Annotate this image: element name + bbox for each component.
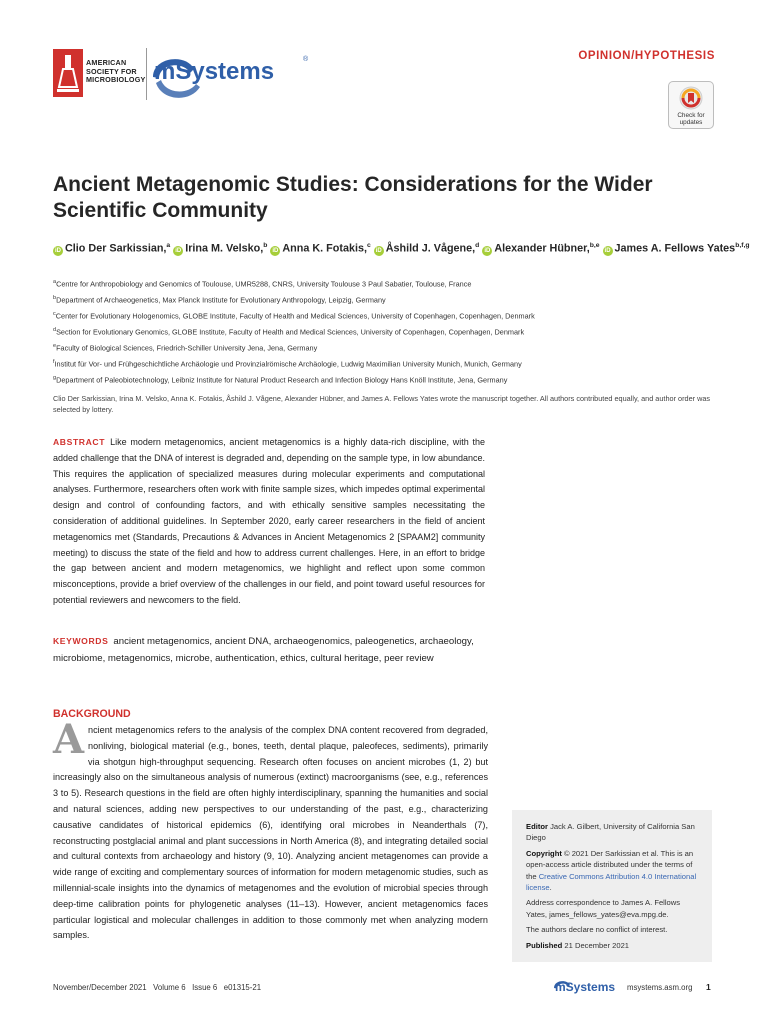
affiliation-item: $^c$Center for Evolutionary Hologenomics, GLOBE Institute, Faculty of Health and Medical Sciences, University of Copenhagen, Copenhagen, Denmark [53, 311, 535, 321]
abstract-label: ABSTRACT [53, 437, 106, 447]
article-title: Ancient Metagenomic Studies: Considerations for the Wider Scientific Community [53, 173, 653, 222]
author-list [53, 242, 750, 256]
orcid-icon[interactable]: iD [604, 247, 611, 254]
journal-logo-text: mSystems [154, 58, 275, 85]
author-contribution-note: Clio Der Sarkissian, Irina M. Velsko, Anna K. Fotakis, Åshild J. Vågene, Alexander Hübner, and James A. Fellows Yates wrote the manuscript together. All authors contributed equally, and author order was selected by lottery. [53, 394, 711, 414]
affiliation-list [53, 276, 723, 388]
footer-issue-info: November/December 2021 Volume 6 Issue 6 e01315-21 [53, 983, 262, 992]
check-for-updates-button[interactable] [668, 81, 714, 129]
license-link[interactable]: Creative Commons Attribution 4.0 International license [526, 871, 697, 893]
conflict-statement: The authors declare no conflict of interest. [526, 925, 668, 935]
author[interactable]: iD James A. Fellows Yates$^{b,f,g}$ [604, 242, 750, 255]
footer-site-link[interactable]: msystems.asm.org [627, 983, 693, 992]
affiliation-item: $^f$Institut für Vor- und Frühgeschichtliche Archäologie und Provinzialrömische Archäologie, Ludwig Maximilian University Munich, Munich, Germany [53, 359, 522, 369]
orcid-icon[interactable]: iD [175, 247, 182, 254]
section-heading-background: BACKGROUND [53, 708, 131, 720]
affiliation-item: $^e$Faculty of Biological Sciences, Friedrich-Schiller University Jena, Jena, Germany [53, 343, 318, 353]
author[interactable]: iD Anna K. Fotakis,$^c$ [272, 242, 371, 255]
page-number: 1 [706, 982, 711, 992]
keywords-label: KEYWORDS [53, 636, 109, 646]
asm-logo-icon [53, 49, 83, 97]
bookmark-icon [679, 86, 703, 110]
orcid-icon[interactable]: iD [55, 247, 61, 254]
orcid-icon[interactable]: iD [375, 247, 382, 254]
author[interactable]: iD Irina M. Velsko,$^b$ [175, 242, 268, 255]
affiliation-item: $^b$Department of Archaeogenetics, Max Planck Institute for Evolutionary Anthropology, Leipzig, Germany [53, 295, 386, 305]
orcid-icon[interactable]: iD [484, 247, 491, 254]
background-text: ncient metagenomics refers to the analysis of the complex DNA content recovered from degraded, nonliving, biological material (e.g., bones, teeth, dental plaque, paleofeces, sediments), primarily via shotgun high-throughput sequencing. Research often focuses on ancient microbes (1, 2) but increasingly also on the simultaneous analysis of numerous (extinct) macroorganisms (see, e.g., references 3 to 5). Research questions in the field are often highly interdisciplinary, spanning the humanities and social and natural sciences, adding new perspectives to our understanding of the past, e.g., characterizing causative candidates of historical epidemics (6), identifying oral microbes in Neanderthals (7), reconstructing postglacial animal and plant successions in North America (8), and integrating detailed social and cultural contexts from archaeology and history (9, 10). Analyzing ancient metagenomes can provide a wide range of exciting and complementary sources of information for modern metagenomic studies, such as millennial-scale insights into the dynamics of metagenomes and the evolution of microbial species through deep-time calibration points for phylogenetic analyses (11–13). However, ancient metagenomics faces particular logistical and molecular challenges in addition to those commonly met when analyzing modern samples. [53, 725, 488, 941]
keywords [53, 633, 485, 667]
affiliation-item: $^d$Section for Evolutionary Genomics, GLOBE Institute, Faculty of Health and Medical Sciences, University of Copenhagen, Copenhagen, Denmark [53, 327, 525, 337]
article-type-label: OPINION/HYPOTHESIS [578, 50, 715, 62]
keywords-text: ancient metagenomics, ancient DNA, archaeogenomics, paleogenetics, archaeology, microbiome, metagenomics, microbe, authentication, ethics, cultural heritage, peer review [53, 636, 474, 664]
header-divider [146, 48, 147, 100]
drop-cap: A [53, 716, 85, 763]
abstract-text: Like modern metagenomics, ancient metagenomics is a highly data-rich discipline, with the added challenge that the DNA of interest is degraded and, depending on the sample type, in low abundance. This requires the application of specialized measures during molecular experiments and computational analyses. Furthermore, researchers often work with finite sample sizes, which impedes optimal experimental design and control of confounding factors, and with ethically sensitive samples necessitating the consideration of additional guidelines. In September 2020, early career researchers in the field of ancient metagenomics met (Standards, Precautions & Advances in Ancient Metagenomics 2 [SPAAM2] community meeting) to discuss the state of the field and how to address current challenges. Here, in an effort to bridge the gap between ancient and modern metagenomics, we highlight and reflect upon some common misconceptions, provide a brief overview of the challenges in our field, and point toward useful resources for potential reviewers and newcomers to the field. [53, 437, 485, 605]
msystems-logo [150, 47, 315, 105]
published-date: Published 21 December 2021 [526, 940, 630, 950]
footer-msystems-logo [553, 977, 623, 997]
journal-trademark: ® [303, 56, 309, 63]
background-paragraph [53, 716, 488, 944]
affiliation-item: $^a$Centre for Anthropobiology and Genomics of Toulouse, UMR5288, CNRS, University Toulouse 3 Paul Sabatier, Toulouse, France [53, 279, 472, 289]
author[interactable]: iD Clio Der Sarkissian,$^a$ [55, 242, 171, 255]
abstract [53, 435, 485, 609]
author[interactable]: iD Åshild J. Vågene,$^d$ [375, 242, 480, 255]
author[interactable]: iD Alexander Hübner,$^{b,e}$ [484, 242, 600, 255]
check-for-updates-label: Check for updates [677, 112, 705, 126]
copyright-info: Copyright © 2021 Der Sarkissian et al. This is an open-access article distributed under the terms of the Creative Commons Attribution 4.0 International license. [526, 848, 697, 893]
footer-logo-text: mSystems [555, 980, 616, 994]
correspondence-info: Address correspondence to James A. Fellows Yates, james_fellows_yates@eva.mpg.de. [526, 898, 681, 919]
editor-info: Editor Jack A. Gilbert, University of California San Diego [526, 822, 695, 843]
publisher-logo-text: AMERICAN SOCIETY FOR MICROBIOLOGY [86, 58, 146, 85]
orcid-icon[interactable]: iD [272, 247, 279, 254]
affiliation-item: $^g$Department of Paleobiotechnology, Leibniz Institute for Natural Product Research and Infection Biology Hans Knöll Institute, Jena, Germany [53, 375, 508, 385]
article-info-sidebar [512, 810, 712, 962]
